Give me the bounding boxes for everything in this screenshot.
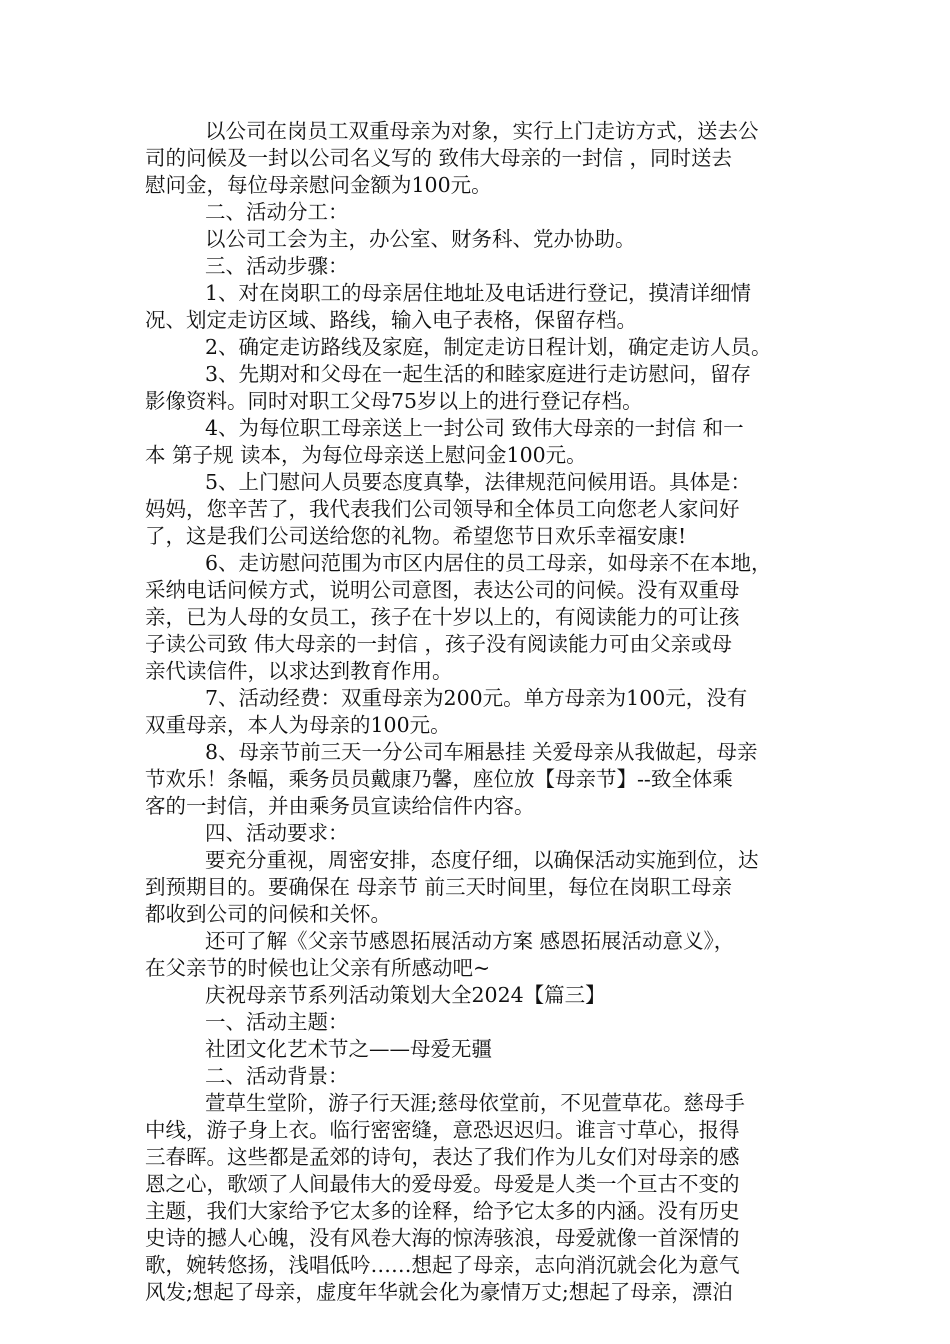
paragraph-line: 1、对在岗职工的母亲居住地址及电话进行登记，摸清详细情 [205,281,752,305]
paragraph-line: 亲代读信件，以求达到教育作用。 [145,659,453,683]
paragraph-line: 史诗的撼人心魄，没有风卷大海的惊涛骇浪，母爱就像一首深情的 [145,1226,740,1250]
paragraph-line: 4、为每位职工母亲送上一封公司 致伟大母亲的一封信 和一 [205,416,744,440]
paragraph-line: 风发;想起了母亲，虚度年华就会化为豪情万丈;想起了母亲，漂泊 [145,1280,733,1304]
paragraph-line: 了，这是我们公司送给您的礼物。希望您节日欢乐幸福安康! [145,524,687,548]
paragraph-line: 主题，我们大家给予它太多的诠释，给予它太多的内涵。没有历史 [145,1199,740,1223]
paragraph-line: 恩之心，歌颂了人间最伟大的爱母爱。母爱是人类一个亘古不变的 [145,1172,740,1196]
paragraph-line: 歌，婉转悠扬，浅唱低吟……想起了母亲，志向消沉就会化为意气 [145,1253,740,1277]
document-page [145,118,810,1306]
paragraph-line: 亲，已为人母的女员工，孩子在十岁以上的，有阅读能力的可让孩 [145,605,740,629]
section-heading: 三、活动步骤： [205,254,349,278]
paragraph-line: 2、确定走访路线及家庭，制定走访日程计划，确定走访人员。 [205,335,772,359]
paragraph-line: 5、上门慰问人员要态度真挚，法律规范问候用语。具体是： [205,470,752,494]
section-heading: 二、活动分工： [205,200,349,224]
paragraph-line: 以公司在岗员工双重母亲为对象，实行上门走访方式，送去公 [205,119,759,143]
paragraph-line: 影像资料。同时对职工父母75岁以上的进行登记存档。 [145,389,643,413]
paragraph-line: 采纳电话问候方式，说明公司意图，表达公司的问候。没有双重母 [145,578,740,602]
paragraph-line: 本 第子规 读本，为每位母亲送上慰问金100元。 [145,443,587,467]
paragraph-line: 三春晖。这些都是孟郊的诗句，表达了我们作为儿女们对母亲的感 [145,1145,740,1169]
paragraph-line: 还可了解《父亲节感恩拓展活动方案 感恩拓展活动意义》， [205,929,735,953]
paragraph-line: 社团文化艺术节之——母爱无疆 [205,1037,492,1061]
paragraph-line: 6、走访慰问范围为市区内居住的员工母亲，如母亲不在本地， [205,551,772,575]
article-title: 庆祝母亲节系列活动策划大全2024【篇三】 [205,983,606,1007]
paragraph-line: 司的问候及一封以公司名义写的 致伟大母亲的一封信 ，同时送去 [145,146,733,170]
paragraph-line: 要充分重视，周密安排，态度仔细，以确保活动实施到位，达 [205,848,759,872]
section-heading: 四、活动要求： [205,821,349,845]
paragraph-line: 节欢乐！条幅，乘务员员戴康乃馨，座位放【母亲节】--致全体乘 [145,767,733,791]
paragraph-line: 萱草生堂阶，游子行天涯;慈母依堂前，不见萱草花。慈母手 [205,1091,745,1115]
paragraph-line: 8、母亲节前三天一分公司车厢悬挂 关爱母亲从我做起，母亲 [205,740,758,764]
paragraph-line: 3、先期对和父母在一起生活的和睦家庭进行走访慰问，留存 [205,362,752,386]
paragraph-line: 到预期目的。要确保在 母亲节 前三天时间里，每位在岗职工母亲 [145,875,733,899]
paragraph-line: 双重母亲，本人为母亲的100元。 [145,713,451,737]
section-heading: 一、活动主题： [205,1010,349,1034]
paragraph-line: 况、划定走访区域、路线，输入电子表格，保留存档。 [145,308,637,332]
paragraph-line: 中线，游子身上衣。临行密密缝，意恐迟迟归。谁言寸草心，报得 [145,1118,740,1142]
paragraph-line: 慰问金，每位母亲慰问金额为100元。 [145,173,492,197]
paragraph-line: 子读公司致 伟大母亲的一封信 ，孩子没有阅读能力可由父亲或母 [145,632,733,656]
paragraph-line: 以公司工会为主，办公室、财务科、党办协助。 [205,227,636,251]
paragraph-line: 客的一封信，并由乘务员宣读给信件内容。 [145,794,535,818]
paragraph-line: 妈妈，您辛苦了，我代表我们公司领导和全体员工向您老人家问好 [145,497,740,521]
paragraph-line: 7、活动经费：双重母亲为200元。单方母亲为100元，没有 [205,686,748,710]
section-heading: 二、活动背景： [205,1064,349,1088]
paragraph-line: 都收到公司的问候和关怀。 [145,902,391,926]
paragraph-line: 在父亲节的时候也让父亲有所感动吧~ [145,956,491,980]
